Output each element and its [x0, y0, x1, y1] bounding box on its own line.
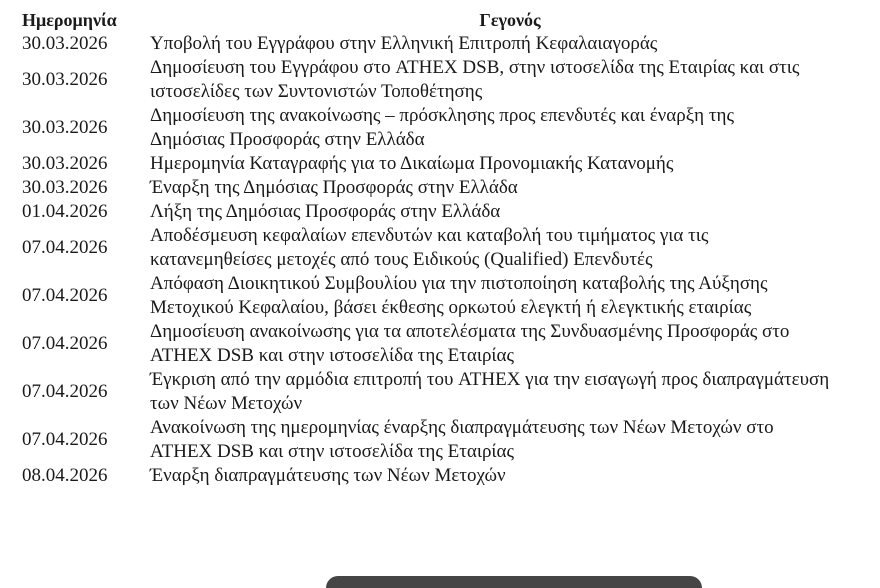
- table-row: [22, 416, 870, 464]
- table-row: [22, 272, 870, 320]
- row-date: 30.03.2026: [22, 153, 108, 174]
- header-event: Γεγονός: [479, 10, 541, 30]
- header-date: Ημερομηνία: [22, 10, 117, 30]
- table-row: [22, 200, 870, 224]
- table-row: [22, 104, 870, 152]
- table-row: [22, 56, 870, 104]
- table-row: [22, 176, 870, 200]
- row-event: Αποδέσμευση κεφαλαίων επενδυτών και καταβολή του τιμήματος για τις κατανεμηθείσες μετοχές από τους Ειδικούς (Qualified) Επενδυτές: [150, 225, 709, 270]
- header-row: [22, 8, 870, 32]
- row-date: 07.04.2026: [22, 333, 108, 354]
- bottom-overlay-bar[interactable]: [326, 576, 702, 588]
- row-date: 07.04.2026: [22, 429, 108, 450]
- row-date: 07.04.2026: [22, 237, 108, 258]
- table-row: [22, 320, 870, 368]
- row-event: Έγκριση από την αρμόδια επιτροπή του ATHEX για την εισαγωγή προς διαπραγμάτευση των Νέων Μετοχών: [150, 369, 830, 414]
- timetable: [22, 8, 870, 488]
- row-event: Δημοσίευση της ανακοίνωσης – πρόσκλησης προς επενδυτές και έναρξη της Δημόσιας Προσφοράς στην Ελλάδα: [150, 105, 734, 150]
- row-date: 30.03.2026: [22, 69, 108, 90]
- row-date: 30.03.2026: [22, 33, 108, 54]
- row-date: 07.04.2026: [22, 381, 108, 402]
- row-date: 30.03.2026: [22, 177, 108, 198]
- row-event: Ημερομηνία Καταγραφής για το Δικαίωμα Προνομιακής Κατανομής: [150, 153, 674, 174]
- row-date: 01.04.2026: [22, 201, 108, 222]
- row-event: Απόφαση Διοικητικού Συμβουλίου για την πιστοποίηση καταβολής της Αύξησης Μετοχικού Κεφαλαίου, βάσει έκθεσης ορκωτού ελεγκτή ή ελεγκτικής εταιρίας: [150, 273, 768, 318]
- table-row: [22, 152, 870, 176]
- row-event: Δημοσίευση ανακοίνωσης για τα αποτελέσματα της Συνδυασμένης Προσφοράς στο ATHEX DSB και στην ιστοσελίδα της Εταιρίας: [150, 321, 790, 366]
- row-date: 08.04.2026: [22, 465, 108, 486]
- row-event: Έναρξη διαπραγμάτευσης των Νέων Μετοχών: [150, 465, 506, 486]
- table-row: [22, 224, 870, 272]
- table-row: [22, 464, 870, 488]
- row-event: Έναρξη της Δημόσιας Προσφοράς στην Ελλάδα: [150, 177, 518, 198]
- row-event: Λήξη της Δημόσιας Προσφοράς στην Ελλάδα: [150, 201, 501, 222]
- row-event: Δημοσίευση του Εγγράφου στο ATHEX DSB, στην ιστοσελίδα της Εταιρίας και στις ιστοσελίδες των Συντονιστών Τοποθέτησης: [150, 57, 800, 102]
- row-event: Υποβολή του Εγγράφου στην Ελληνική Επιτροπή Κεφαλαιαγοράς: [150, 33, 658, 54]
- row-event: Ανακοίνωση της ημερομηνίας έναρξης διαπραγμάτευσης των Νέων Μετοχών στο ATHEX DSB και στην ιστοσελίδα της Εταιρίας: [150, 417, 774, 462]
- row-date: 30.03.2026: [22, 117, 108, 138]
- table-row: [22, 32, 870, 56]
- table-row: [22, 368, 870, 416]
- row-date: 07.04.2026: [22, 285, 108, 306]
